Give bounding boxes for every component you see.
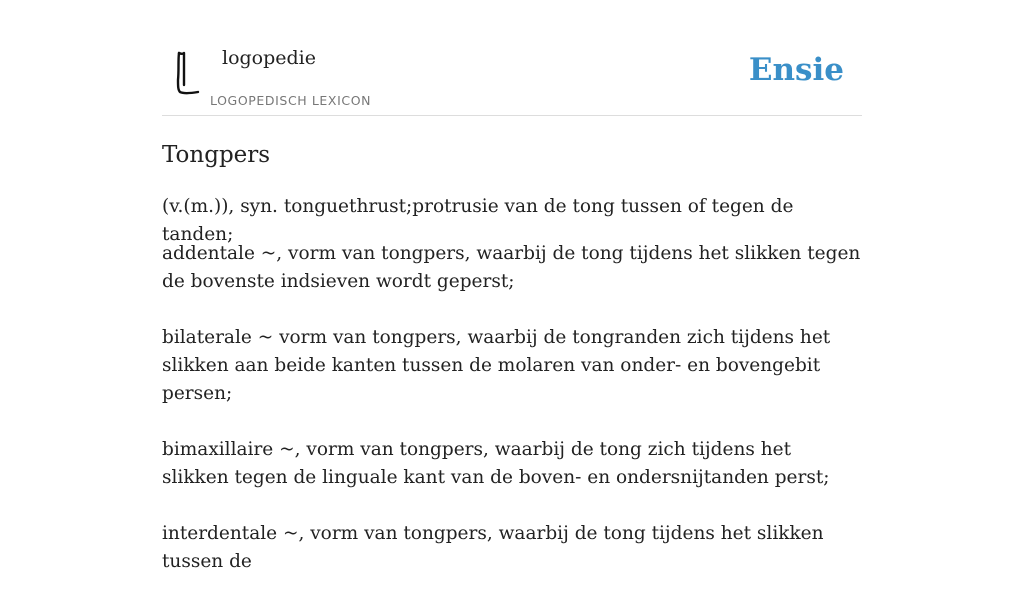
letter-l-logo-icon — [170, 50, 202, 96]
entry-addentale: addentale ~, vorm van tongpers, waarbij de tong tijdens het slikken tegen de bovenste indsieven wordt geperst; — [162, 243, 861, 292]
site-header — [162, 0, 862, 116]
page-container — [162, 0, 862, 572]
site-title[interactable]: logopedie — [222, 47, 317, 69]
entry-interdentale: interdentale ~, vorm van tongpers, waarbij de tong tijdens het slikken tussen de — [162, 523, 824, 572]
definition-text: (v.(m.)), syn. tonguethrust;protrusie van de tong tussen of tegen de tanden; — [162, 196, 794, 245]
site-subtitle: LOGOPEDISCH LEXICON — [210, 93, 372, 108]
brand-link[interactable]: Ensie — [748, 52, 844, 88]
page-title: Tongpers — [162, 142, 271, 168]
entry-bilaterale: bilaterale ~ vorm van tongpers, waarbij de tongranden zich tijdens het slikken aan beide kanten tussen de molaren van onder- en bovengebit persen; — [162, 327, 831, 404]
logo-icon[interactable] — [170, 50, 202, 96]
entry-bimaxillaire: bimaxillaire ~, vorm van tongpers, waarbij de tong zich tijdens het slikken tegen de linguale kant van de boven- en ondersnijtanden perst; — [162, 439, 830, 488]
entry-list — [162, 240, 862, 604]
